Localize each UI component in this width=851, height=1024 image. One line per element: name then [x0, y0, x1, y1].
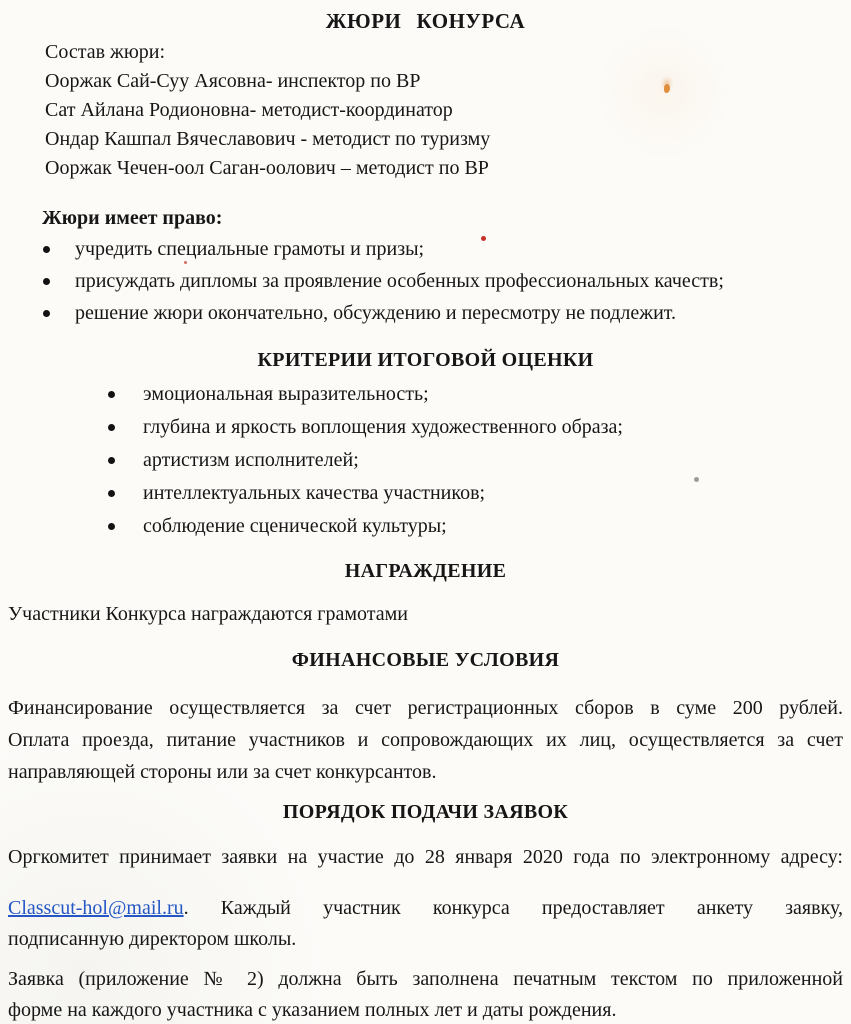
scan-artifact: [481, 236, 486, 241]
paragraph-text: . Каждый участник конкурса предоставляет анкету заявку,: [183, 897, 843, 919]
criteria-heading: КРИТЕРИИ ИТОГОВОЙ ОЦЕНКИ: [257, 349, 594, 371]
list-item: [0, 265, 851, 297]
paragraph-line: Финансирование осуществляется за счет регистрационных сборов в суме 200 рублей.: [8, 697, 843, 719]
list-item: [0, 510, 851, 543]
bullet-icon: [108, 391, 115, 398]
jury-member: Ондар Кашпал Вячеславович - методист по туризму: [45, 128, 491, 150]
jury-label: Состав жюри:: [45, 41, 166, 63]
criteria-list: [0, 378, 851, 543]
jury-member: Ооржак Сай-Суу Аясовна- инспектор по ВР: [45, 70, 421, 92]
jury-rights-heading: Жюри имеет право:: [42, 207, 223, 229]
jury-member: Сат Айлана Родионовна- методист-координатор: [45, 99, 453, 121]
list-item-text: интеллектуальных качества участников;: [143, 482, 486, 504]
list-item: [0, 411, 851, 444]
bullet-icon: [108, 457, 115, 464]
apply-form-paragraph: [8, 964, 843, 1024]
jury-rights-list: [0, 233, 851, 329]
bullet-icon: [108, 424, 115, 431]
list-item-text: артистизм исполнителей;: [143, 449, 359, 471]
list-item: [0, 233, 851, 265]
list-item: [0, 378, 851, 411]
paragraph-line: направляющей стороны или за счет конкурсантов.: [8, 761, 437, 783]
list-item-text: присуждать дипломы за проявление особенных профессиональных качеств;: [75, 270, 724, 292]
bullet-icon: [43, 278, 50, 285]
list-item: [0, 297, 851, 329]
apply-intro: Оргкомитет принимает заявки на участие до 28 января 2020 года по электронному адресу:: [8, 846, 843, 868]
list-item-text: учредить специальные грамоты и призы;: [75, 238, 425, 260]
paragraph-line: форме на каждого участника с указанием полных лет и даты рождения.: [8, 999, 617, 1021]
paragraph-line: Оплата проезда, питание участников и сопровождающих их лиц, осуществляется за счет: [8, 729, 843, 751]
paragraph-line: [8, 893, 843, 924]
apply-heading: ПОРЯДОК ПОДАЧИ ЗАЯВОК: [282, 801, 569, 823]
list-item-text: глубина и яркость воплощения художественного образа;: [143, 416, 623, 438]
scan-artifact: [694, 477, 699, 482]
list-item: [0, 444, 851, 477]
paragraph-line: подписанную директором школы.: [8, 928, 297, 950]
bullet-icon: [108, 490, 115, 497]
bullet-icon: [43, 246, 50, 253]
apply-email-paragraph: [8, 893, 843, 955]
scan-artifact: [184, 261, 187, 264]
bullet-icon: [43, 310, 50, 317]
bullet-icon: [108, 523, 115, 530]
jury-member: Ооржак Чечен-оол Саган-оолович – методист по ВР: [45, 157, 489, 179]
page-title: ЖЮРИ КОНУРСА: [325, 9, 526, 33]
list-item-text: решение жюри окончательно, обсуждению и пересмотру не подлежит.: [75, 302, 677, 324]
list-item-text: эмоциональная выразительность;: [143, 383, 429, 405]
finance-paragraph: [8, 692, 843, 788]
finance-heading: ФИНАНСОВЫЕ УСЛОВИЯ: [291, 649, 560, 671]
awards-heading: НАГРАЖДЕНИЕ: [344, 560, 507, 582]
paragraph-line: Заявка (приложение № 2) должна быть заполнена печатным текстом по приложенной: [8, 968, 843, 990]
list-item-text: соблюдение сценической культуры;: [143, 515, 447, 537]
jury-composition: [45, 38, 851, 183]
email-link[interactable]: Classcut-hol@mail.ru: [8, 897, 184, 919]
list-item: [0, 477, 851, 510]
awards-text: Участники Конкурса награждаются грамотами: [8, 603, 408, 625]
